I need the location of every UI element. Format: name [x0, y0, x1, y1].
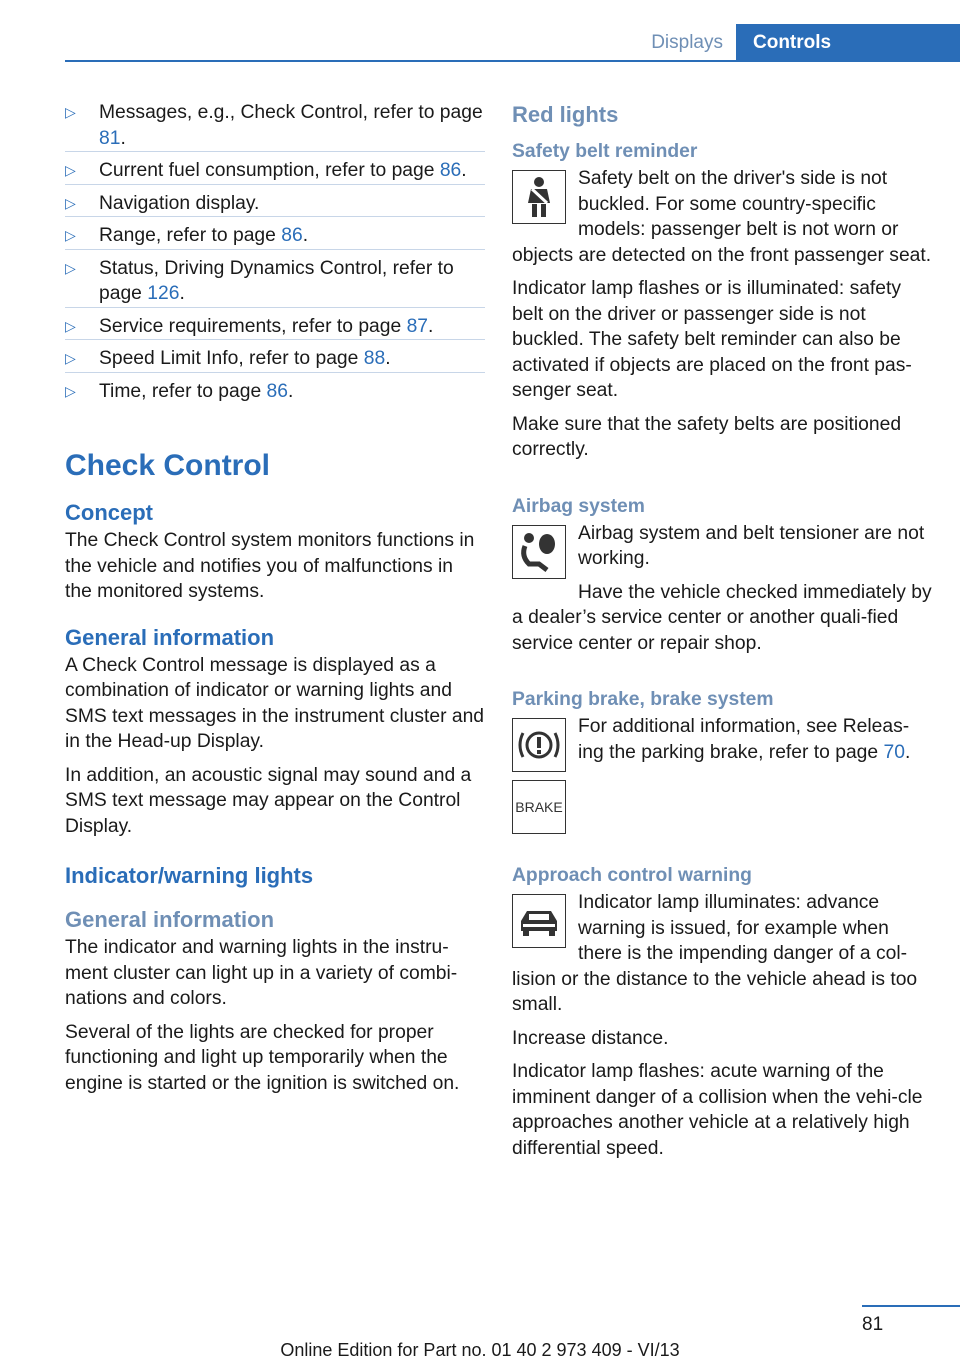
paragraph: Make sure that the safety belts are positioned correctly.: [512, 413, 902, 460]
heading-parking-brake: Parking brake, brake system: [512, 689, 774, 710]
heading-red-lights: Red lights: [512, 102, 619, 127]
paragraph: Indicator lamp flashes: acute warning of the imminent danger of a collision when the vehi‐cle approaches another vehicle at a relatively high differential speed.: [512, 1061, 923, 1159]
header-rule: [65, 60, 960, 62]
page-link[interactable]: 86: [266, 380, 288, 402]
page-link[interactable]: 70: [883, 741, 905, 763]
seatbelt-warning-icon: [512, 170, 566, 224]
page-number: 81: [862, 1314, 884, 1335]
airbag-warning-icon: [512, 525, 566, 579]
heading-approach-control-warning: Approach control warning: [512, 865, 752, 886]
paragraph: Safety belt on the driver's side is not buckled. For some country-specific models: passenger belt is not worn or objects are detected on the front passenger seat.: [512, 168, 932, 266]
brake-text-icon: BRAKE: [512, 780, 566, 834]
paragraph: Indicator lamp illuminates: advance warning is issued, for example when there is the impending danger of a col‐lision or the distance to the vehicle ahead is too small.: [512, 892, 918, 1015]
list-item: ▷ Status, Driving Dynamics Control, refer to page 126.: [65, 256, 485, 308]
paragraph: Have the vehicle checked immediately by a dealer’s service center or another quali‐fied service center or repair shop.: [512, 581, 932, 654]
list-item: ▷ Time, refer to page 86.: [65, 379, 485, 405]
triangle-bullet-icon: ▷: [65, 104, 76, 120]
triangle-bullet-icon: ▷: [65, 350, 76, 366]
triangle-bullet-icon: ▷: [65, 317, 76, 334]
lamp-block: [512, 166, 932, 268]
heading-general-information-2: General information: [65, 907, 275, 932]
heading-safety-belt-reminder: Safety belt reminder: [512, 141, 698, 162]
edition-note: Online Edition for Part no. 01 40 2 973 409 - VI/13: [280, 1340, 680, 1360]
section-title: Check Control: [65, 449, 271, 482]
paragraph: Airbag system and belt tensioner are not working.: [578, 522, 925, 569]
page-link[interactable]: 81: [99, 127, 121, 149]
triangle-bullet-icon: ▷: [65, 194, 76, 211]
list-item: ▷ Navigation display.: [65, 191, 485, 218]
triangle-bullet-icon: ▷: [65, 162, 76, 178]
paragraph: The Check Control system monitors functions in the vehicle and notifies you of malfunctions in the monitored systems.: [65, 530, 475, 602]
paragraph: The indicator and warning lights in the instru‐ment cluster can light up in a variety of combi‐nations and colors.: [65, 937, 458, 1009]
triangle-bullet-icon: ▷: [65, 259, 76, 276]
triangle-bullet-icon: ▷: [65, 382, 76, 399]
right-column: [512, 100, 932, 1169]
paragraph: In addition, an acoustic signal may sound and a SMS text message may appear on the Control Display.: [65, 764, 472, 837]
paragraph: Increase distance.: [512, 1027, 669, 1049]
list-item: ▷ Service requirements, refer to page 87.: [65, 314, 485, 341]
lamp-block: [512, 714, 932, 838]
page-link[interactable]: 88: [363, 348, 386, 369]
page-link[interactable]: 86: [281, 225, 303, 246]
page-link[interactable]: 86: [439, 160, 462, 181]
list-item: ▷ Speed Limit Info, refer to page 88.: [65, 346, 485, 373]
paragraph: A Check Control message is displayed as a combination of indicator or warning lights and SMS text messages in the instrument cluster and in the Head-up Display.: [65, 654, 485, 752]
paragraph: Indicator lamp flashes or is illuminated: safety belt on the driver or passenger side is not buckled. The safety belt reminder can also be activated if objects are placed on the front pas‐senger seat.: [512, 278, 912, 401]
lamp-block: [512, 521, 932, 657]
heading-airbag-system: Airbag system: [512, 495, 645, 517]
lamp-block: [512, 890, 932, 1018]
left-column: [65, 100, 485, 1104]
heading-indicator-warning-lights: Indicator/warning lights: [65, 863, 314, 888]
page-link[interactable]: 126: [147, 283, 180, 304]
list-item: ▷ Current fuel consumption, refer to page 86.: [65, 158, 485, 185]
list-item: ▷ Range, refer to page 86.: [65, 223, 485, 250]
car-collision-warning-icon: [512, 894, 566, 948]
brake-warning-icon: [512, 718, 566, 772]
paragraph: Several of the lights are checked for proper functioning and light up temporarily when the engine is started or the ignition is switched on.: [65, 1021, 460, 1094]
footer-rule: [862, 1305, 960, 1307]
heading-concept: Concept: [65, 500, 153, 525]
heading-general-information: General information: [65, 624, 275, 650]
paragraph: For additional information, see Releas‐ing the parking brake, refer to page 70.: [578, 716, 911, 763]
bullet-list: [65, 100, 485, 404]
tab-displays[interactable]: Displays: [651, 32, 723, 53]
list-item: ▷ Messages, e.g., Check Control, refer to page 81.: [65, 100, 485, 152]
tab-controls[interactable]: Controls: [736, 24, 960, 62]
triangle-bullet-icon: ▷: [65, 227, 76, 243]
page-link[interactable]: 87: [406, 315, 429, 337]
